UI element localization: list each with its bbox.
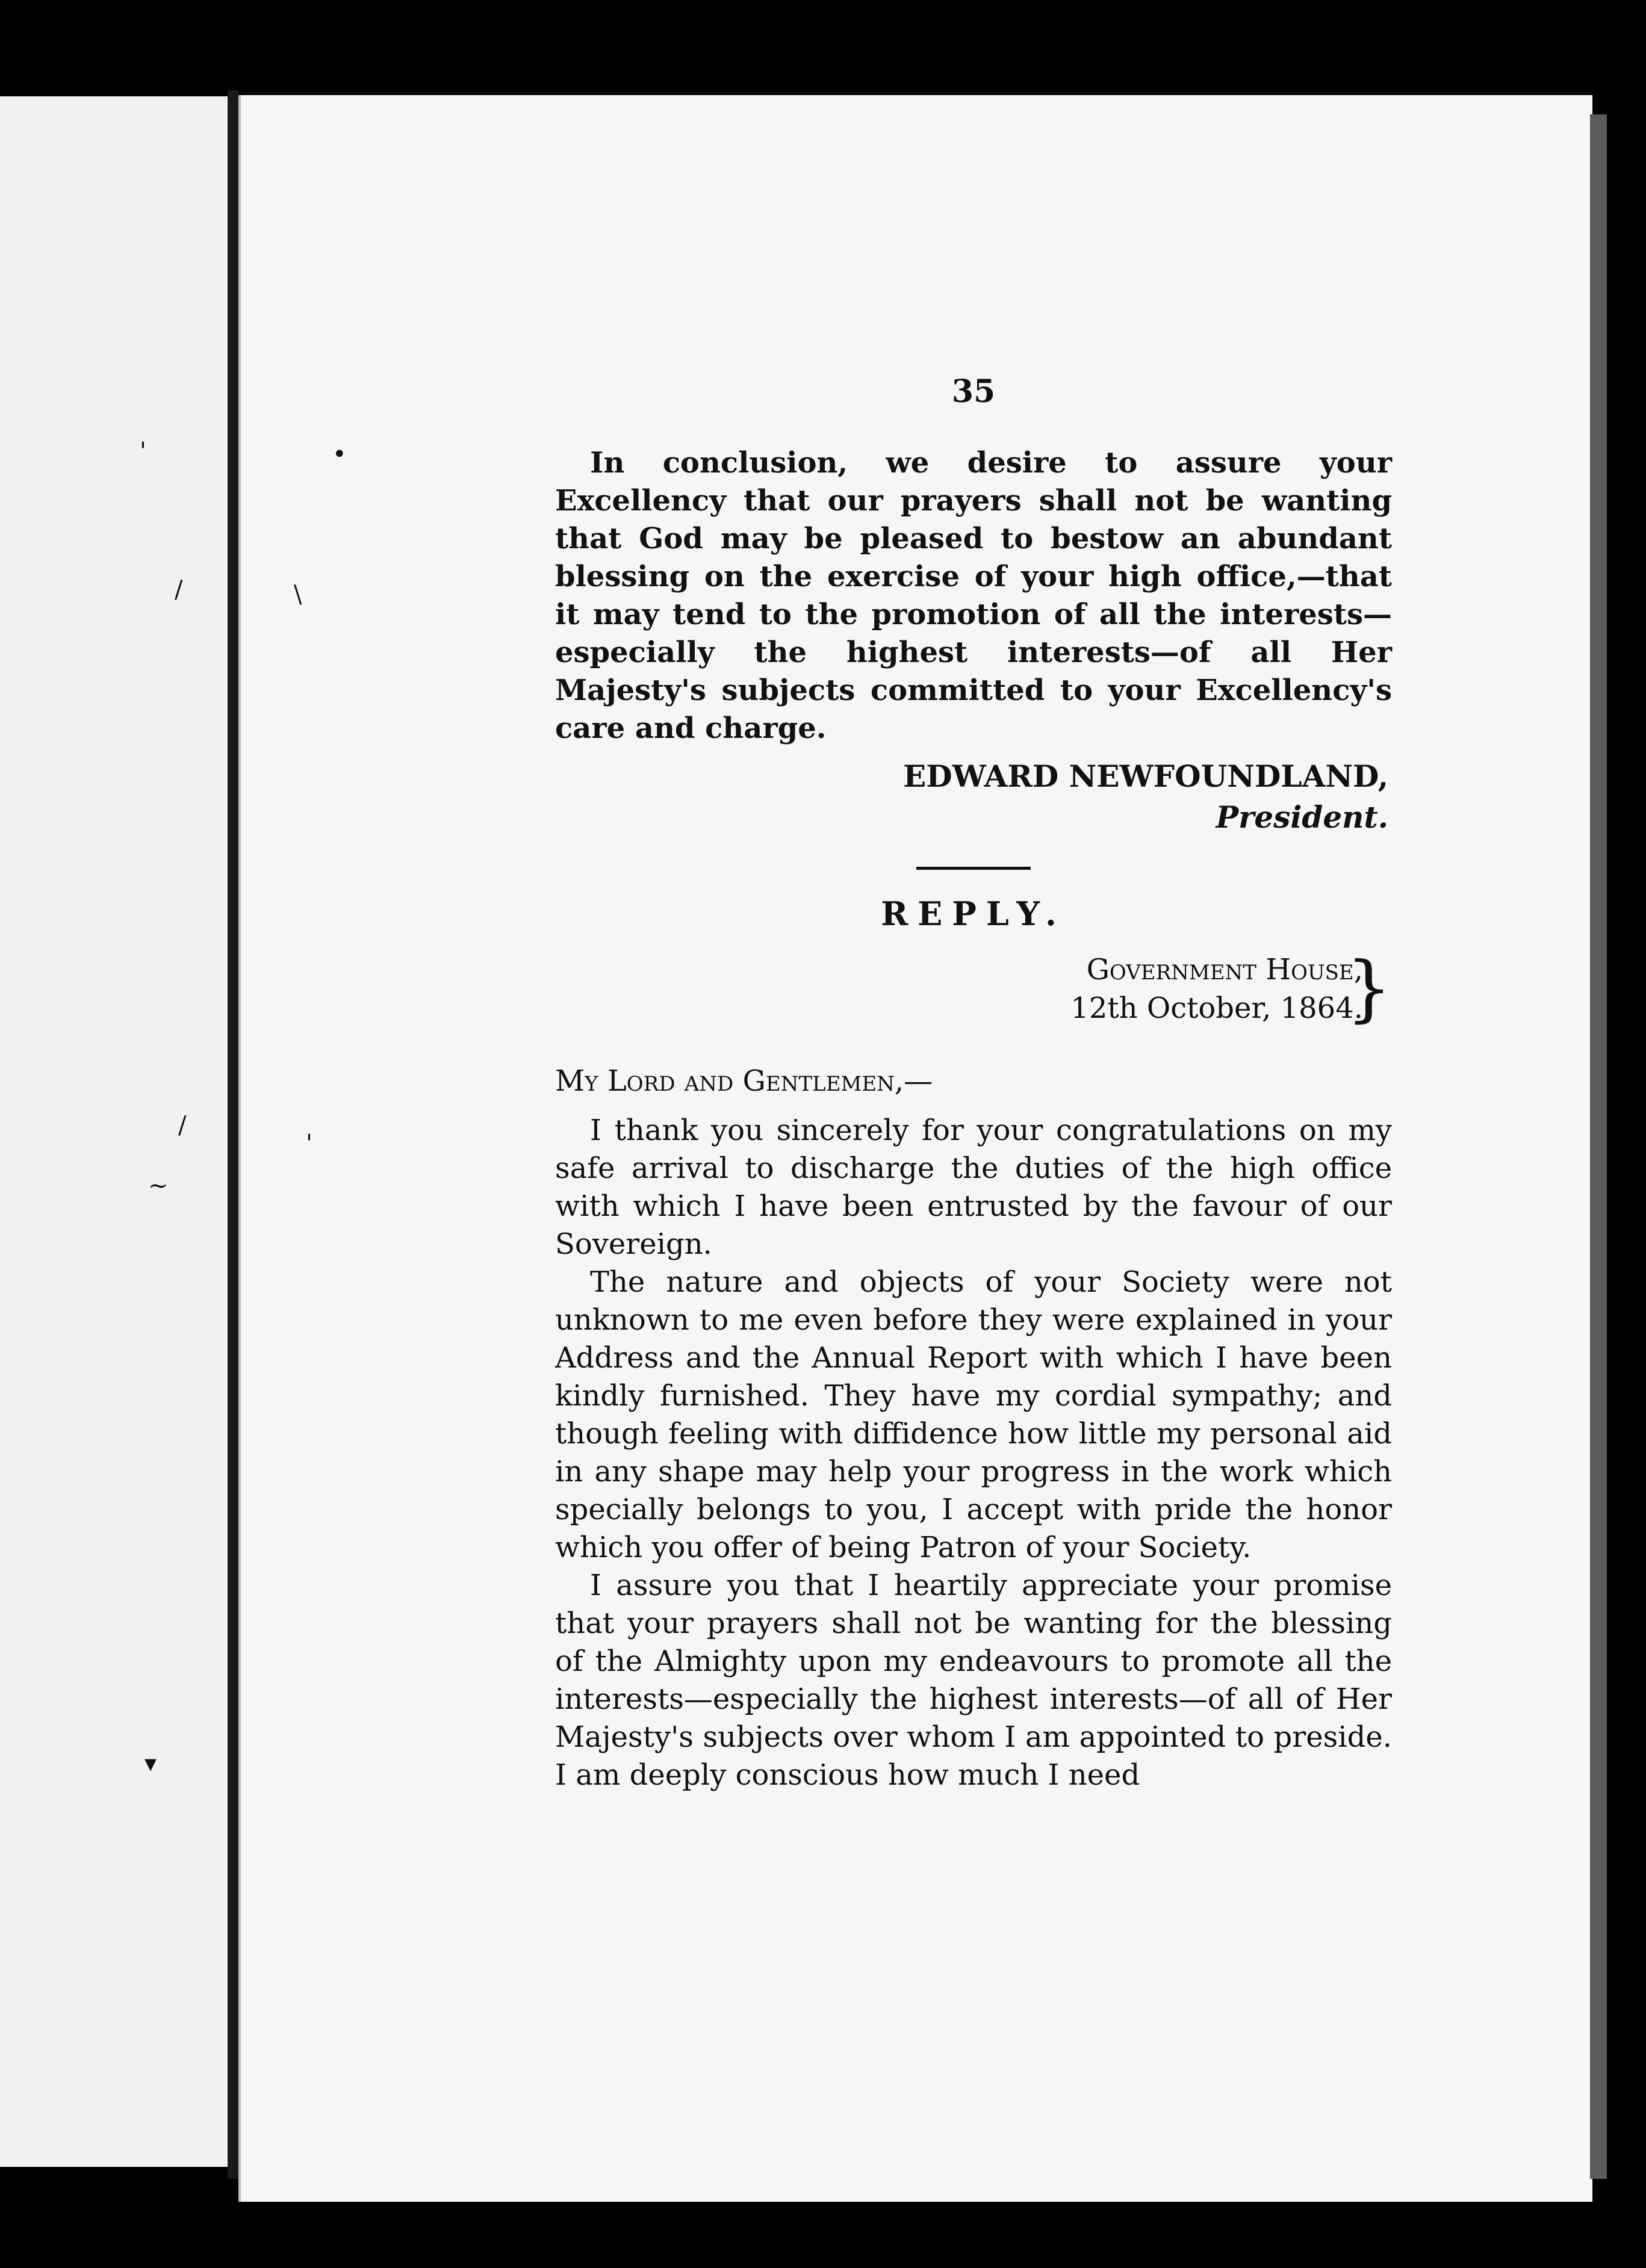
- ink-speck: ': [306, 1130, 312, 1157]
- ink-speck: \: [294, 581, 302, 609]
- reply-paragraph: I assure you that I heartily appreciate your promise that your prayers shall not be wanting for the blessing of the Almighty upon my endeavours to promote all the interests—especially the highest interests—of all of Her Majesty's subjects over whom I am appointed to preside. I am deeply conscious how much I need: [555, 1569, 1392, 1792]
- curly-brace-icon: }: [1346, 947, 1392, 1030]
- reply-dateline: [555, 947, 1392, 1030]
- ink-speck: /: [175, 576, 183, 604]
- reply-salutation: My Lord and Gentlemen,—: [555, 1064, 933, 1098]
- signatory-name: EDWARD NEWFOUNDLAND,: [903, 758, 1388, 794]
- ink-speck: /: [178, 1112, 187, 1139]
- left-page: [0, 96, 231, 2167]
- reply-heading: REPLY.: [881, 894, 1066, 933]
- address-closing-paragraph: In conclusion, we desire to assure your Excellency that our prayers shall not be wanting that God may be pleased to bestow an abundant blessing on the exercise of your high office,—that it may tend to the promotion of all the interests—especially the highest interests—of all Her Majesty's subjects committed to your Excellency's care and charge.: [555, 446, 1392, 745]
- reply-paragraph: I thank you sincerely for your congratulations on my safe arrival to discharge the duties of the high office with which I have been entrusted by the favour of our Sovereign.: [555, 1114, 1392, 1261]
- section-divider: [916, 867, 1031, 875]
- page-content: [555, 373, 1392, 1794]
- page-edge: [1590, 114, 1607, 2179]
- reply-paragraph: The nature and objects of your Society were not unknown to me even before they were explained in your Address and the Annual Report with which I have been kindly furnished. They have my cordial sympathy; and though feeling with diffidence how little my personal aid in any shape may help your progress in the work which specially belongs to you, I accept with pride the honor which you offer of being Patron of your Society.: [555, 1265, 1392, 1564]
- ink-speck: ~: [148, 1172, 169, 1200]
- signatory-role: President.: [1216, 799, 1388, 835]
- ink-speck: ': [140, 438, 146, 465]
- reply-location: Government House,: [1086, 953, 1363, 987]
- ink-speck: •: [332, 441, 347, 468]
- page-number: 35: [951, 373, 996, 410]
- book-gutter: [228, 90, 238, 2179]
- reply-date: 12th October, 1864.: [1070, 991, 1363, 1025]
- ink-speck: ▾: [144, 1750, 157, 1777]
